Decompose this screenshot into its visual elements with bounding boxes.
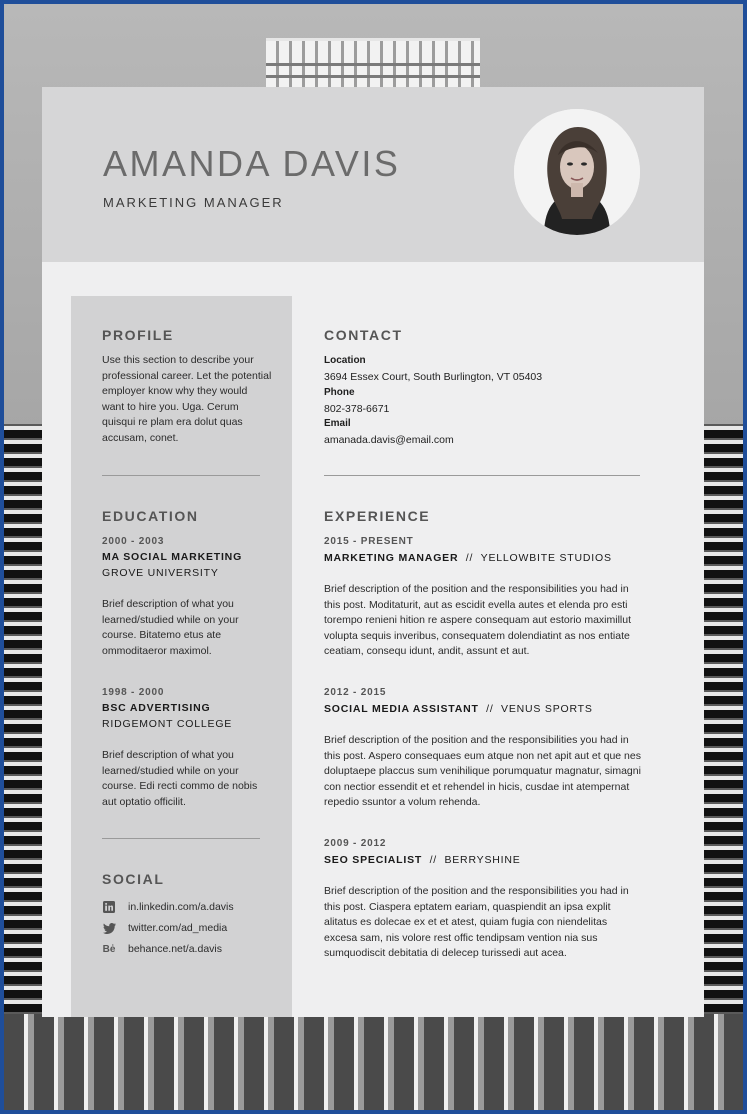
candidate-name: AMANDA DAVIS bbox=[103, 143, 401, 184]
education-entry bbox=[102, 701, 232, 732]
experience-role bbox=[324, 552, 612, 564]
social-link-text: behance.net/a.davis bbox=[128, 943, 222, 955]
social-link-twitter[interactable] bbox=[102, 920, 227, 936]
divider bbox=[102, 475, 260, 476]
candidate-title: MARKETING MANAGER bbox=[103, 195, 284, 210]
role-separator: // bbox=[429, 854, 438, 866]
divider bbox=[102, 838, 260, 839]
phone-value: 802-378-6671 bbox=[324, 403, 390, 415]
experience-dates: 2009 - 2012 bbox=[324, 838, 387, 849]
degree: BSC ADVERTISING bbox=[102, 702, 211, 714]
resume-header bbox=[42, 87, 704, 262]
linkedin-icon bbox=[102, 900, 116, 914]
school: RIDGEMONT COLLEGE bbox=[102, 717, 233, 730]
company: VENUS SPORTS bbox=[501, 703, 593, 715]
experience-dates: 2015 - PRESENT bbox=[324, 536, 414, 547]
education-heading: EDUCATION bbox=[102, 508, 199, 524]
social-link-linkedin[interactable] bbox=[102, 899, 234, 915]
experience-dates: 2012 - 2015 bbox=[324, 687, 387, 698]
company: YELLOWBITE STUDIOS bbox=[480, 552, 612, 564]
building-base bbox=[4, 1014, 743, 1110]
experience-role bbox=[324, 703, 593, 715]
education-dates: 2000 - 2003 bbox=[102, 536, 165, 547]
education-dates: 1998 - 2000 bbox=[102, 687, 165, 698]
experience-heading: EXPERIENCE bbox=[324, 508, 431, 524]
job-role: SOCIAL MEDIA ASSISTANT bbox=[324, 703, 479, 715]
location-value: 3694 Essex Court, South Burlington, VT 05403 bbox=[324, 371, 543, 383]
education-entry bbox=[102, 550, 242, 581]
experience-description: Brief description of the position and the responsibilities you had in this post. Moditaturit, aut as escidit evella autes et elenda pro esti torempo renieni hition re aspere consequam aut estorio maximillut volupta sequis inveribus, consequatem dolendiatint as nos entiate ceatiam, consequ idunt, andit, assunt et aut. bbox=[324, 583, 631, 658]
social-link-behance[interactable] bbox=[102, 941, 222, 957]
social-link-text: in.linkedin.com/a.davis bbox=[128, 901, 234, 913]
education-description: Brief description of what you learned/studied while on your course. Edi recti commo de nobis aut optatio officilit. bbox=[102, 749, 258, 808]
building-right bbox=[703, 424, 743, 1110]
role-separator: // bbox=[486, 703, 494, 715]
education-description: Brief description of what you learned/studied while on your course. Bitatemo etus ate ommoditaeror maximol. bbox=[102, 598, 239, 657]
school: GROVE UNIVERSITY bbox=[102, 566, 219, 579]
role-separator: // bbox=[465, 552, 474, 564]
experience-description: Brief description of the position and the responsibilities you had in this post. Aspero consequaes eum atque non net apit aut et que nes doluptaepe placcus sum venihilique porumquatur magnatur, simagni con nectior essendit et et rehendel in hicis, cusdae int atempernat repedio ssuntor a volum rehenda. bbox=[324, 734, 641, 809]
experience-description: Brief description of the position and the responsibilities you had in this post. Ciaspera eptatem eariam, quaspiendit an ipsa explit alitatus es dolecae ex et et atest, quiam fugia con niendelitas excesa sam, nis volore rest offic tendipsam vention nia sus sumquodiscit debitatia di delecep turissedi aut acea. bbox=[324, 885, 629, 960]
social-heading: SOCIAL bbox=[102, 871, 165, 887]
email-label: Email bbox=[324, 418, 351, 429]
company: BERRYSHINE bbox=[444, 854, 521, 866]
location-label: Location bbox=[324, 355, 366, 366]
resume-page bbox=[42, 87, 704, 1017]
social-link-text: twitter.com/ad_media bbox=[128, 922, 228, 934]
degree: MA SOCIAL MARKETING bbox=[102, 551, 243, 563]
behance-icon: Bė bbox=[102, 943, 116, 955]
profile-heading: PROFILE bbox=[102, 327, 174, 343]
phone-label: Phone bbox=[324, 387, 355, 398]
job-role: MARKETING MANAGER bbox=[324, 552, 459, 564]
profile-photo bbox=[514, 109, 640, 235]
building-left bbox=[4, 424, 44, 1110]
divider bbox=[324, 475, 640, 476]
twitter-icon bbox=[102, 921, 116, 935]
email-value[interactable]: amanada.davis@email.com bbox=[324, 434, 454, 446]
experience-role bbox=[324, 854, 521, 866]
contact-heading: CONTACT bbox=[324, 327, 403, 343]
job-role: SEO SPECIALIST bbox=[324, 854, 423, 866]
profile-text: Use this section to describe your professional career. Let the potential employer know why they would want to hire you. Uga. Cerum quisqui re plam era dolut quas accusam, conet. bbox=[102, 354, 272, 444]
